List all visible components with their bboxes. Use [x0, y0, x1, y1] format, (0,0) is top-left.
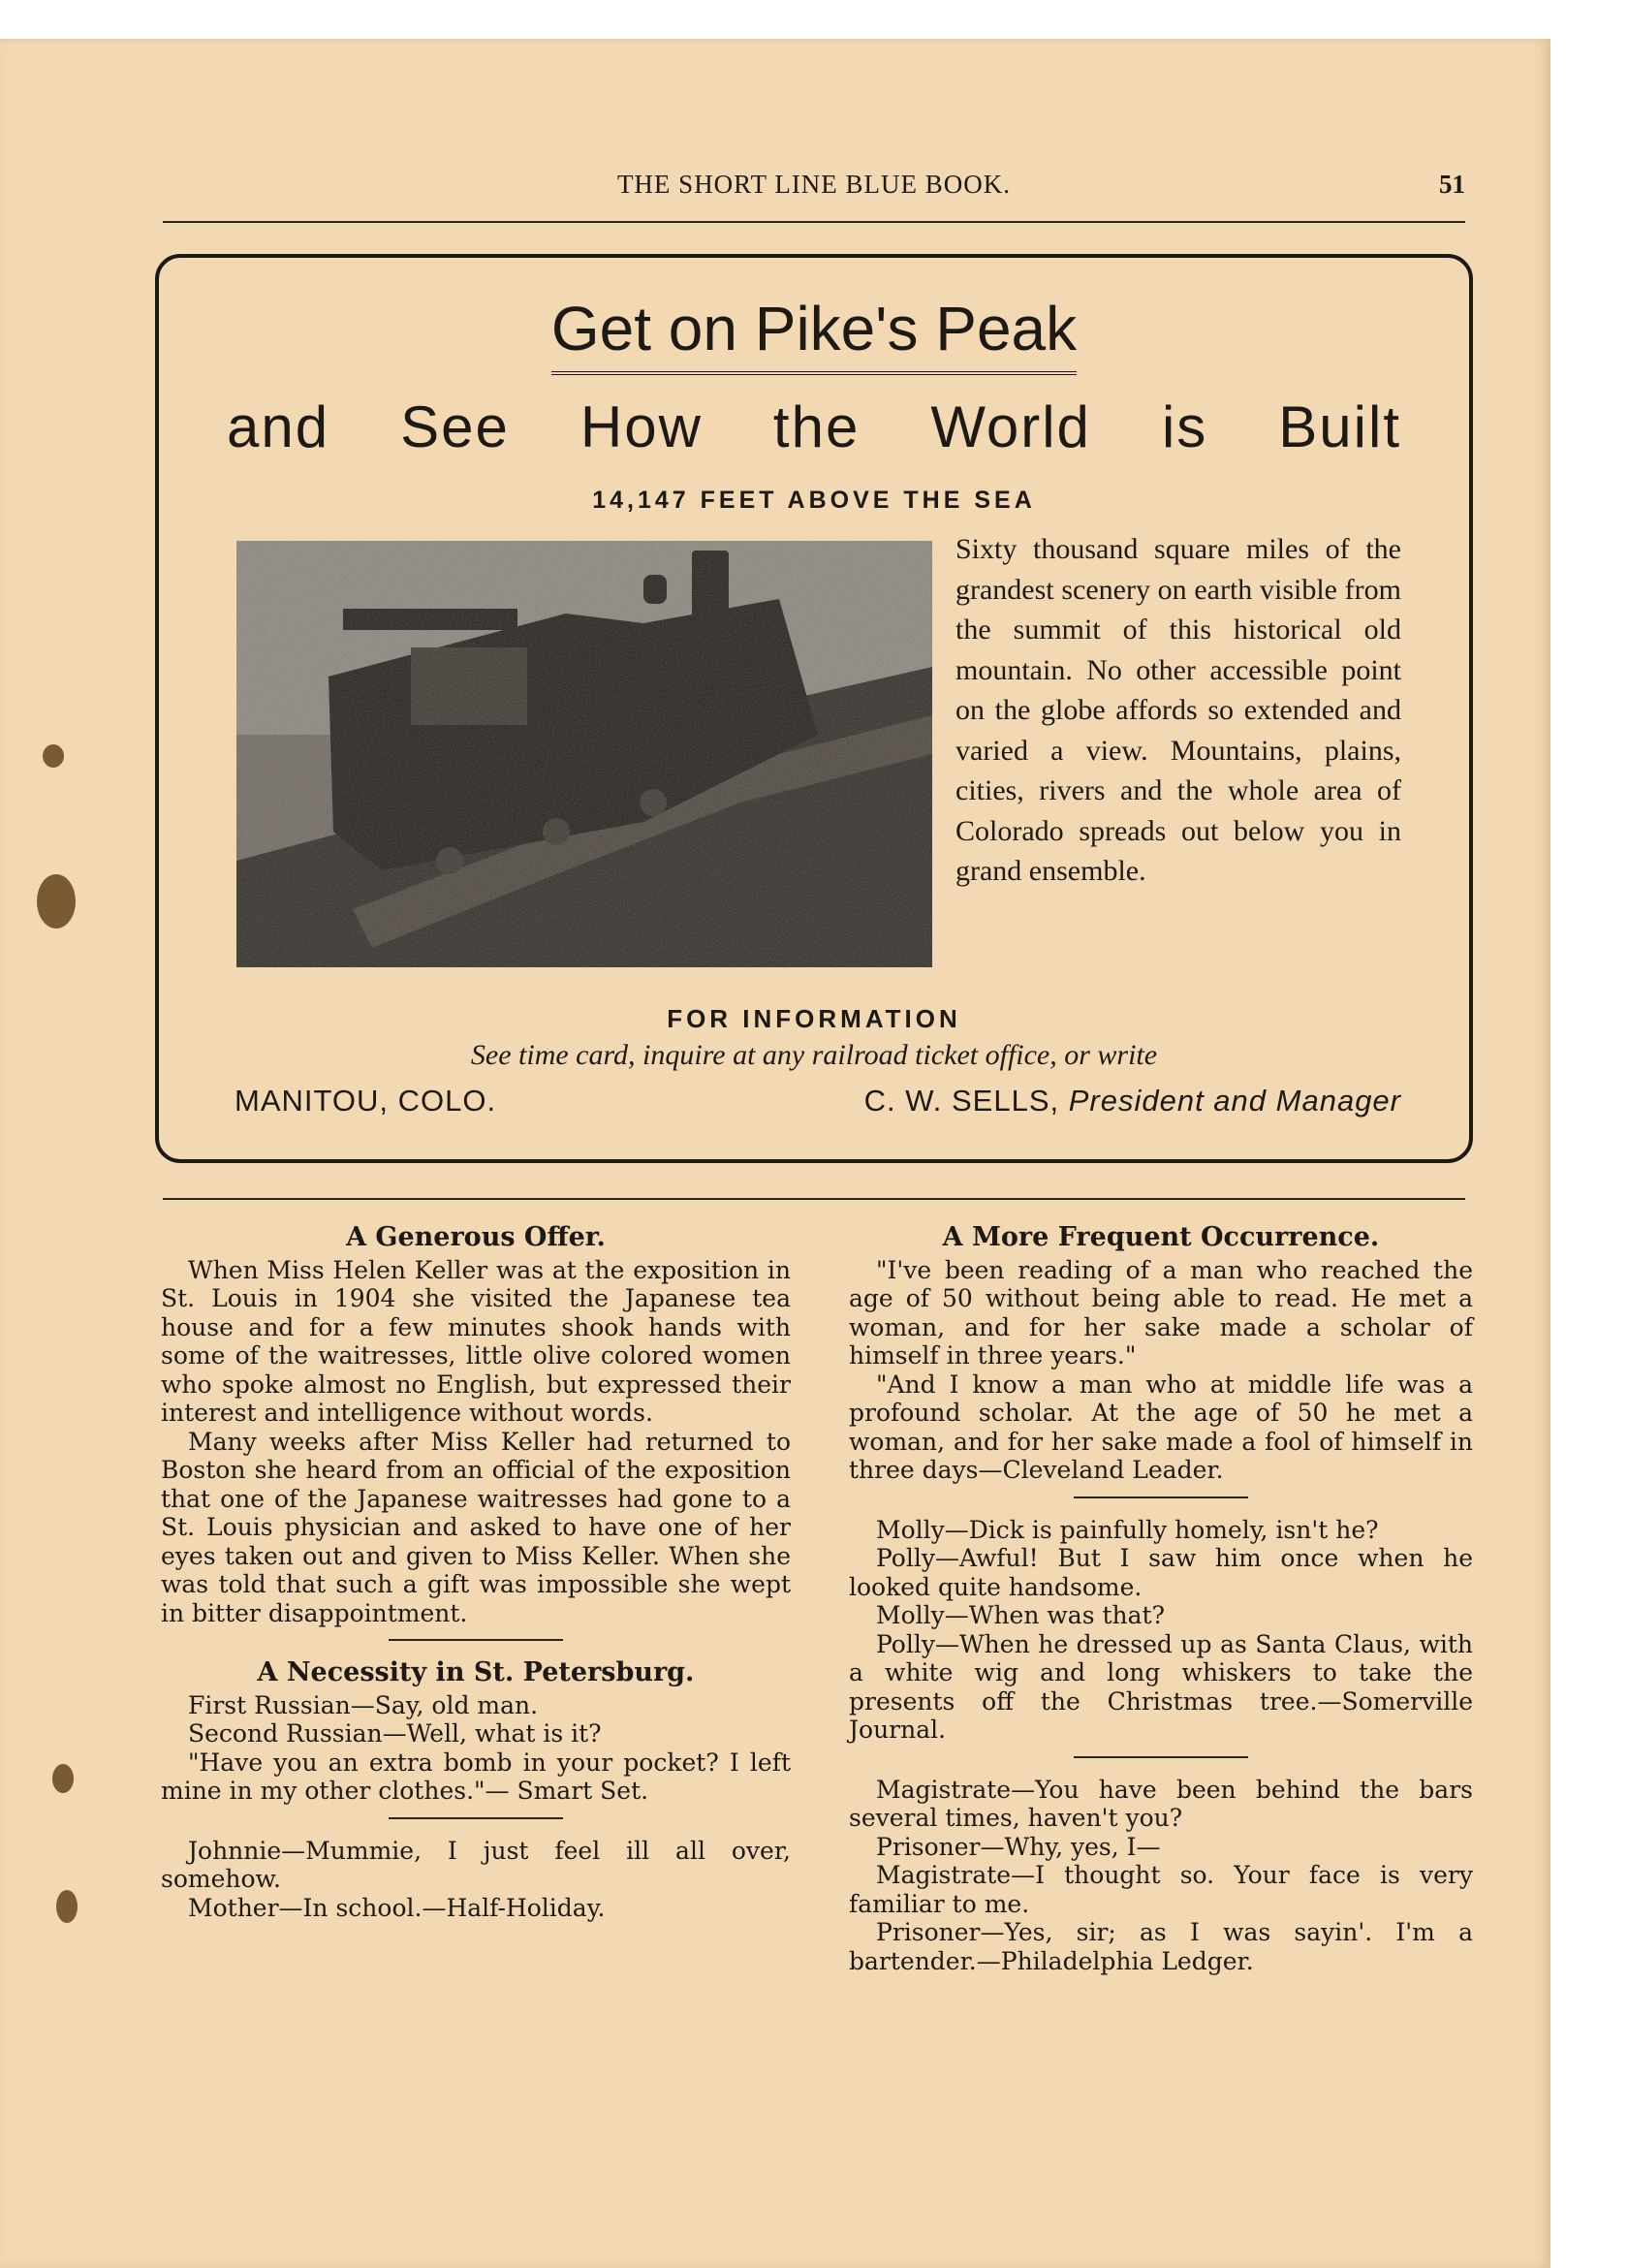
contact-name: C. W. SELLS,: [863, 1084, 1060, 1118]
contact-title: President and Manager: [1068, 1084, 1401, 1118]
right-column: [849, 1223, 1473, 1975]
article-paragraph: Magistrate—You have been behind the bars several times, haven't you?: [849, 1775, 1473, 1832]
ad-subtitle: [227, 394, 1401, 460]
ad-subtitle-word: Built: [1278, 394, 1401, 459]
article-title: A Generous Offer.: [346, 1222, 606, 1252]
article-paragraph: Johnnie—Mummie, I just feel ill all over, somehow.: [161, 1836, 791, 1893]
article-paragraph: Molly—When was that?: [876, 1601, 1165, 1629]
article-paragraph: Polly—Awful! But I saw him once when he looked quite handsome.: [849, 1544, 1473, 1601]
info-heading: FOR INFORMATION: [667, 1004, 961, 1033]
binding-hole: [43, 744, 64, 768]
left-column: [161, 1223, 791, 1922]
article-paragraph: "I've been reading of a man who reached the age of 50 without being able to read. He met a woman, and for her sake made a scholar of himself in three years.": [849, 1255, 1473, 1370]
article-paragraph: When Miss Helen Keller was at the exposition in St. Louis in 1904 she visited the Japanese tea house and for a few minutes shook hands with some of the waitresses, little olive colored women who spoke almost no English, but expressed their interest and intelligence without words.: [161, 1255, 791, 1427]
ad-elevation: 14,147 FEET ABOVE THE SEA: [592, 487, 1036, 514]
article-paragraph: First Russian—Say, old man.: [188, 1690, 539, 1719]
cog-railway-locomotive-photo: [236, 541, 932, 967]
ad-subtitle-word: and: [227, 394, 330, 459]
article-paragraph: Molly—Dick is painfully homely, isn't he?: [876, 1515, 1379, 1544]
article-separator: [1074, 1756, 1248, 1758]
running-title: THE SHORT LINE BLUE BOOK.: [616, 170, 1012, 199]
binding-hole: [37, 874, 76, 929]
pikes-peak-advertisement: [155, 254, 1473, 1163]
page-number: 51: [1439, 170, 1465, 199]
article-separator: [389, 1639, 563, 1641]
ad-body-text: Sixty thousand square miles of the grandest scenery on earth visible from the summit of this historical old mountain. No other accessible point on the globe affords so extended and varied a view. Mountains, plains, cities, rivers and the whole area of Colorado spreads out below you in grand ensemble.: [955, 533, 1401, 887]
article-paragraph: "And I know a man who at middle life was a profound scholar. At the age of 50 he met a woman, and for her sake made a fool of himself in three days—Cleveland Leader.: [849, 1370, 1473, 1484]
article-paragraph: Mother—In school.—Half-Holiday.: [188, 1893, 606, 1922]
article-paragraph: Second Russian—Well, what is it?: [188, 1719, 602, 1748]
ad-subtitle-word: is: [1161, 394, 1208, 459]
ad-contact: [864, 1084, 1401, 1118]
article-title: A Necessity in St. Petersburg.: [257, 1657, 695, 1687]
article-paragraph: Prisoner—Why, yes, I—: [876, 1832, 1161, 1861]
ad-title: Get on Pike's Peak: [159, 293, 1469, 364]
binding-hole: [52, 1764, 74, 1793]
article-title: A More Frequent Occurrence.: [942, 1222, 1380, 1252]
ad-subtitle-word: How: [579, 394, 703, 459]
ad-location: MANITOU, COLO.: [235, 1084, 497, 1118]
binding-hole: [56, 1890, 78, 1923]
article-paragraph: Polly—When he dressed up as Santa Claus, with a white wig and long whiskers to take the presents off the Christmas tree.—Somerville Journal.: [849, 1629, 1473, 1744]
article-paragraph: Prisoner—Yes, sir; as I was sayin'. I'm a bartender.—Philadelphia Ledger.: [849, 1918, 1473, 1975]
ad-subtitle-word: World: [930, 394, 1091, 459]
ad-subtitle-word: the: [772, 394, 861, 459]
article-separator: [389, 1817, 563, 1819]
ad-subtitle-word: See: [400, 394, 510, 459]
article-paragraph: Many weeks after Miss Keller had returned to Boston she heard from an official of the exposition that one of the Japanese waitresses had gone to a St. Louis physician and asked to have one of her eyes taken out and given to Miss Keller. When she was told that such a gift was impossible she wept in bitter disappointment.: [161, 1427, 791, 1627]
running-header: [163, 170, 1465, 210]
info-line: See time card, inquire at any railroad ticket office, or write: [470, 1039, 1158, 1071]
article-paragraph: Magistrate—I thought so. Your face is very familiar to me.: [849, 1861, 1473, 1918]
article-paragraph: "Have you an extra bomb in your pocket? I left mine in my other clothes."— Smart Set.: [161, 1748, 791, 1805]
article-separator: [1074, 1496, 1248, 1498]
header-rule: [163, 221, 1465, 223]
section-rule: [163, 1198, 1465, 1200]
